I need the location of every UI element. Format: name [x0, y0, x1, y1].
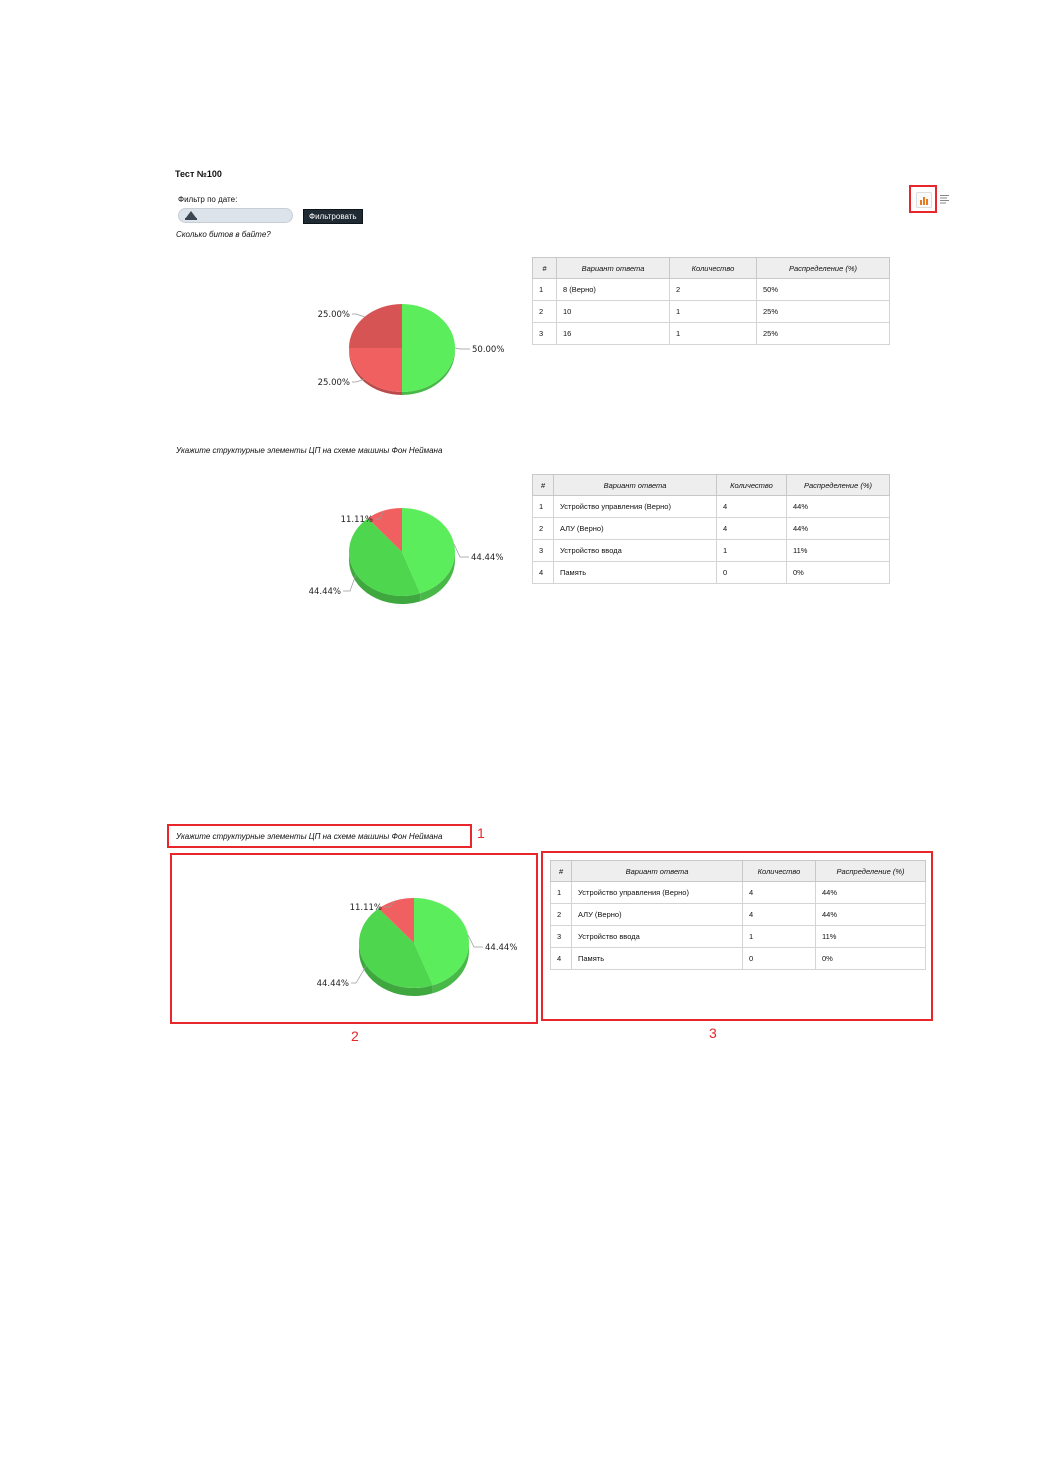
question-1-text: Сколько битов в байте?	[176, 230, 271, 239]
table-cell: 25%	[757, 323, 890, 345]
table-cell: 3	[533, 540, 554, 562]
pie-chart-question-1	[300, 290, 530, 410]
table-cell: 44%	[787, 496, 890, 518]
table-row	[551, 926, 926, 948]
table-cell: 3	[533, 323, 557, 345]
slider-handle-icon[interactable]	[184, 211, 198, 220]
table-header-row	[551, 861, 926, 882]
table-cell: 11%	[787, 540, 890, 562]
pie-leader-line-0	[455, 348, 470, 349]
pie-leader-line-0	[454, 544, 469, 557]
table-cell: 2	[670, 279, 757, 301]
table-cell: Память	[554, 562, 717, 584]
date-filter-label: Фильтр по дате:	[178, 195, 238, 204]
pie-data-label-2: 11.11%	[349, 903, 382, 913]
table-cell: 1	[533, 496, 554, 518]
table-cell: 1	[533, 279, 557, 301]
table-row	[533, 496, 890, 518]
table-row	[551, 882, 926, 904]
bar-chart-icon	[917, 193, 931, 207]
table-row	[533, 301, 890, 323]
table-cell: Устройство ввода	[572, 926, 743, 948]
table-cell: 4	[743, 882, 816, 904]
column-header: #	[551, 861, 572, 882]
table-cell: 11%	[816, 926, 926, 948]
pie-leader-line-1	[352, 379, 365, 382]
column-header: #	[533, 475, 554, 496]
table-cell: 10	[557, 301, 670, 323]
pie-chart-question-2	[300, 505, 530, 625]
column-header: Количество	[717, 475, 787, 496]
table-cell: Устройство управления (Верно)	[554, 496, 717, 518]
table-cell: 4	[717, 496, 787, 518]
table-row	[533, 279, 890, 301]
question-2-text: Укажите структурные элементы ЦП на схеме машины Фон Неймана	[176, 446, 443, 455]
pie-slice-2	[349, 304, 402, 348]
pie-data-label-1: 44.44%	[308, 587, 341, 597]
table-row	[533, 540, 890, 562]
table-cell: 2	[533, 301, 557, 323]
column-header: Распределение (%)	[757, 258, 890, 279]
pie-leader-line-2	[352, 314, 365, 317]
column-header: Вариант ответа	[557, 258, 670, 279]
pie-data-label-0: 50.00%	[472, 345, 505, 355]
pie-data-label-0: 44.44%	[471, 553, 504, 563]
results-table-question-2	[532, 474, 890, 584]
table-cell: 2	[551, 904, 572, 926]
table-cell: 0	[717, 562, 787, 584]
table-cell: 1	[670, 301, 757, 323]
table-cell: 4	[717, 518, 787, 540]
column-header: Количество	[743, 861, 816, 882]
table-cell: 0	[743, 948, 816, 970]
pie-data-label-2: 11.11%	[340, 515, 373, 525]
results-table-question-1	[532, 257, 890, 345]
table-cell: 16	[557, 323, 670, 345]
pie-data-label-1: 25.00%	[317, 378, 350, 388]
table-cell: 1	[717, 540, 787, 562]
table-cell: 8 (Верно)	[557, 279, 670, 301]
test-title: Тест №100	[175, 169, 222, 179]
table-header-row	[533, 258, 890, 279]
pie-data-label-1: 44.44%	[316, 979, 349, 989]
pie-data-label-0: 44.44%	[485, 943, 518, 953]
table-cell: 0%	[787, 562, 890, 584]
table-row	[551, 904, 926, 926]
table-row	[551, 948, 926, 970]
annotation-label-2: 2	[351, 1028, 359, 1044]
table-cell: 1	[670, 323, 757, 345]
column-header: Вариант ответа	[572, 861, 743, 882]
pie-chart-question-2-zoomed	[300, 895, 536, 1020]
table-cell: 4	[743, 904, 816, 926]
table-cell: 2	[533, 518, 554, 540]
table-cell: 1	[551, 882, 572, 904]
question-2-text-zoomed: Укажите структурные элементы ЦП на схеме машины Фон Неймана	[176, 832, 443, 841]
annotation-label-3: 3	[709, 1025, 717, 1041]
table-cell: 25%	[757, 301, 890, 323]
table-header-row	[533, 475, 890, 496]
column-header: Распределение (%)	[787, 475, 890, 496]
annotation-box-1	[167, 824, 472, 848]
pie-slice-0	[402, 304, 455, 392]
column-header: Распределение (%)	[816, 861, 926, 882]
column-header: Вариант ответа	[554, 475, 717, 496]
table-cell: 50%	[757, 279, 890, 301]
table-row	[533, 562, 890, 584]
table-cell: 1	[743, 926, 816, 948]
table-cell: 4	[551, 948, 572, 970]
table-cell: 4	[533, 562, 554, 584]
list-icon[interactable]	[940, 194, 950, 204]
pie-data-label-2: 25.00%	[317, 310, 350, 320]
table-cell: 44%	[816, 904, 926, 926]
table-cell: 3	[551, 926, 572, 948]
table-cell: 0%	[816, 948, 926, 970]
pie-leader-line-0	[468, 935, 483, 947]
table-cell: АЛУ (Верно)	[554, 518, 717, 540]
table-cell: Память	[572, 948, 743, 970]
annotation-label-1: 1	[477, 825, 485, 841]
table-row	[533, 323, 890, 345]
column-header: #	[533, 258, 557, 279]
chart-view-button[interactable]	[909, 185, 937, 213]
table-cell: 44%	[816, 882, 926, 904]
results-table-question-2-zoomed	[550, 860, 926, 970]
pie-slice-1	[349, 348, 402, 392]
date-range-slider[interactable]	[178, 208, 293, 223]
column-header: Количество	[670, 258, 757, 279]
table-cell: Устройство управления (Верно)	[572, 882, 743, 904]
filter-button[interactable]: Фильтровать	[303, 209, 363, 224]
table-cell: 44%	[787, 518, 890, 540]
table-cell: Устройство ввода	[554, 540, 717, 562]
table-row	[533, 518, 890, 540]
table-cell: АЛУ (Верно)	[572, 904, 743, 926]
